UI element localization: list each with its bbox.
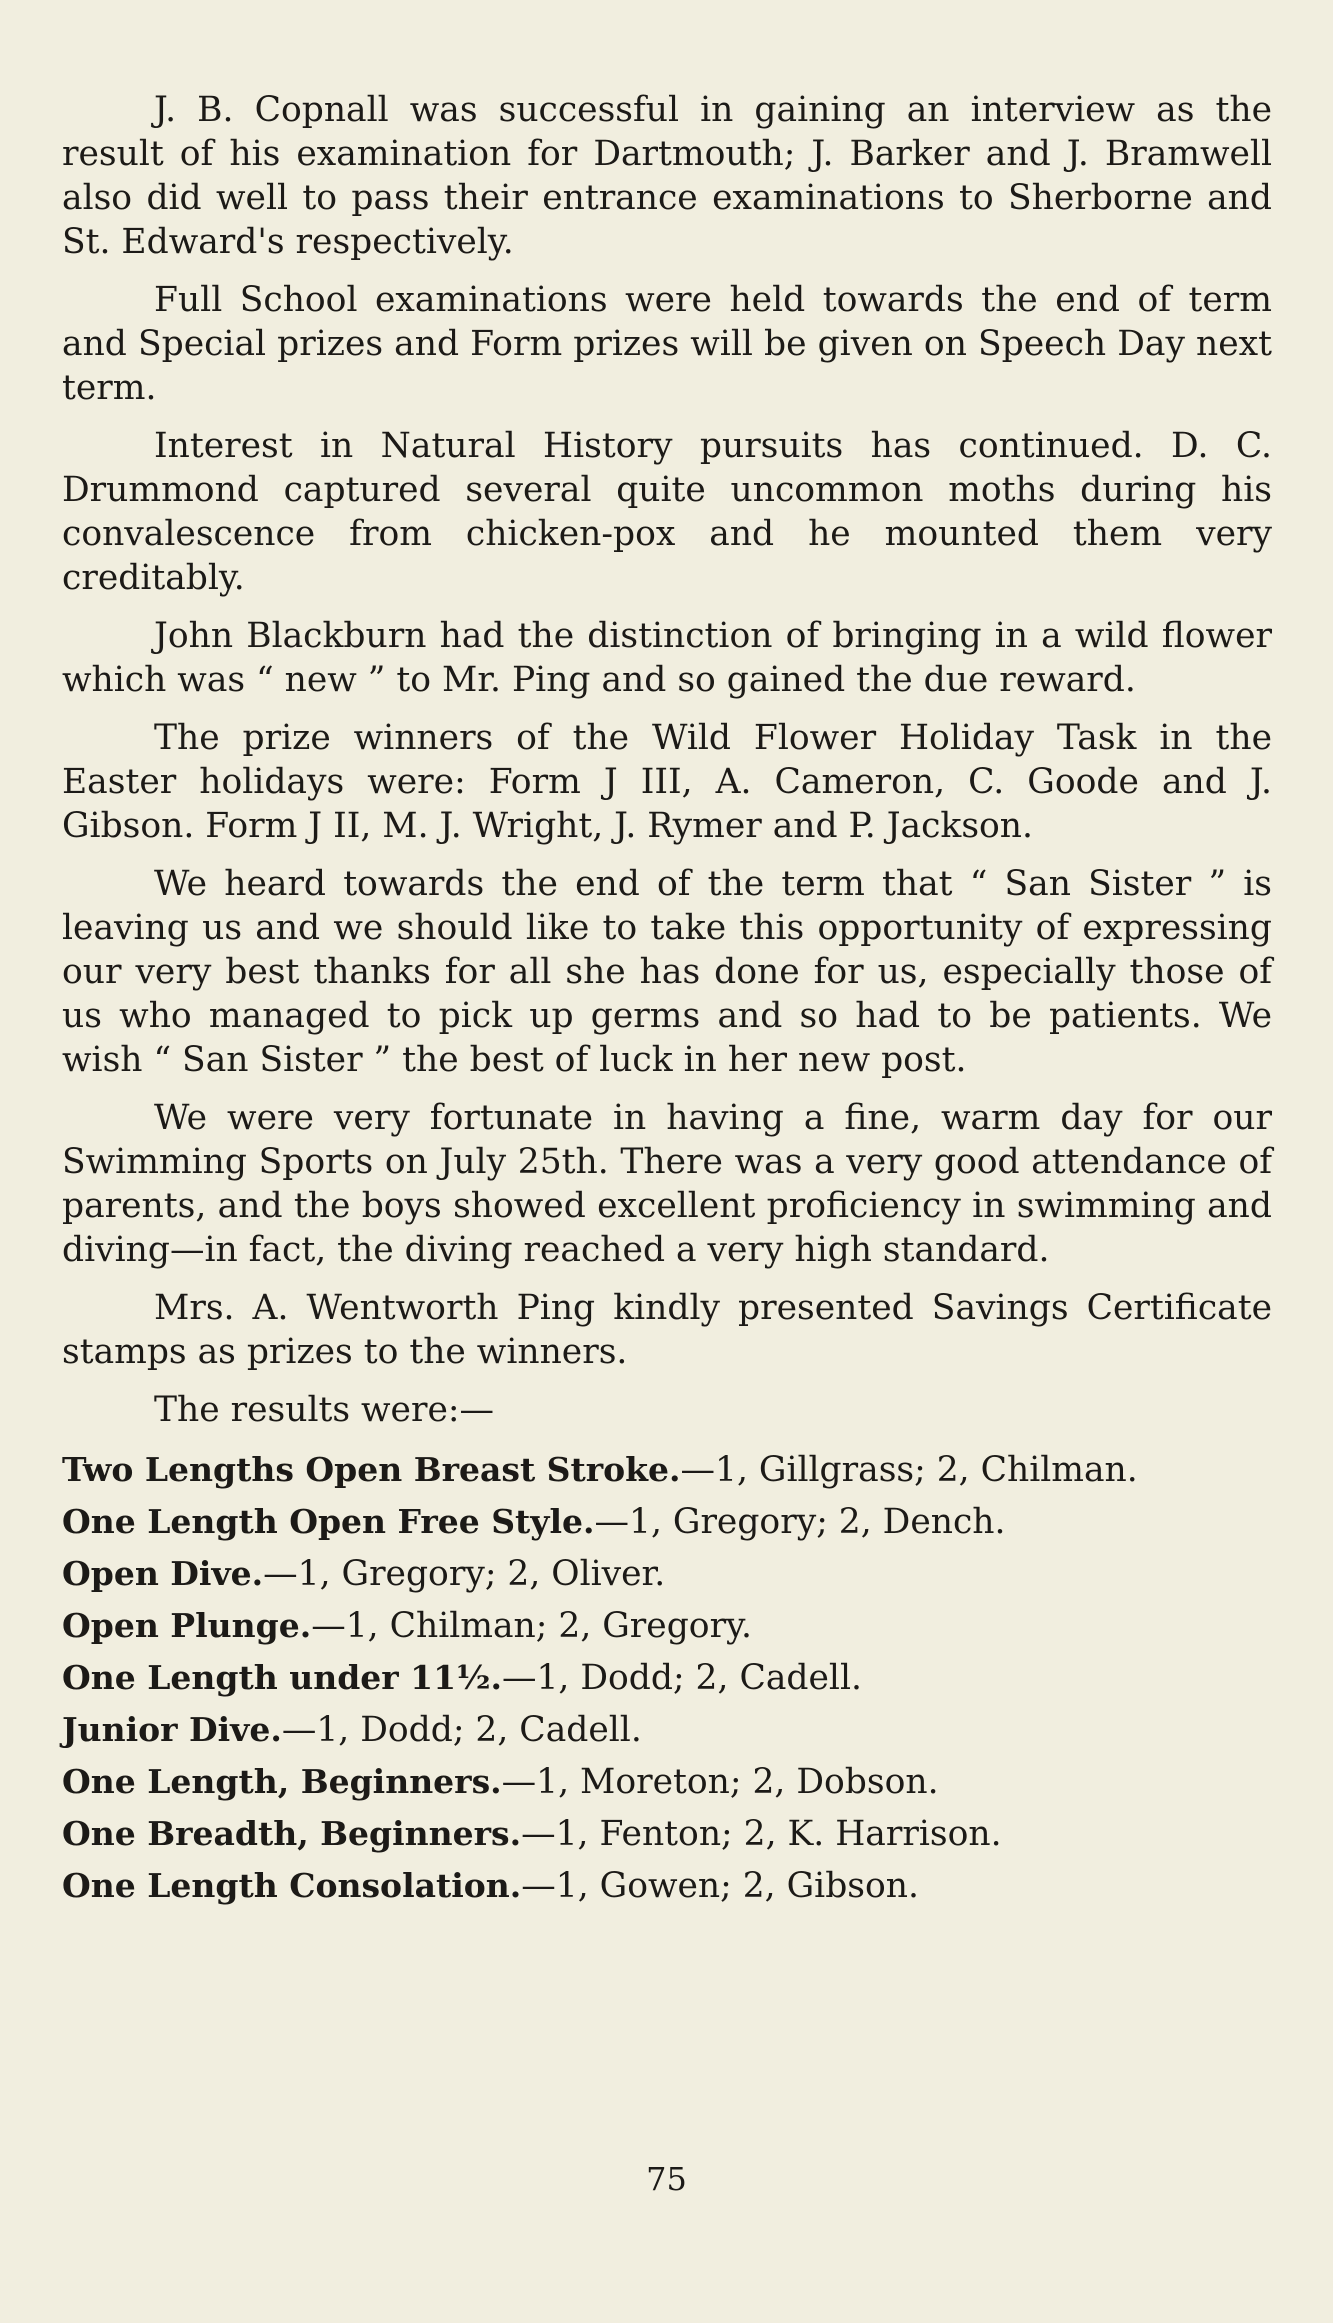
result-winners: —1, Fenton; 2, K. Harrison. xyxy=(521,1814,1002,1854)
paragraph-san-sister: We heard towards the end of the term that “ San Sister ” is leaving us and we should like to take this opportunity of expressing our very best thanks for all she has done for us, especially those of us who managed to pick up germs and so had to be patients. We wish “ San Sister ” the best of luck in her new post. xyxy=(62,864,1272,1080)
result-event: One Length under 11½. xyxy=(62,1658,502,1697)
paragraph-natural-history: Interest in Natural History pursuits has continued. D. C. Drummond captured several quite uncommon moths during his convalescence from chicken-pox and he mounted them very creditably. xyxy=(62,426,1272,598)
result-event: One Breadth, Beginners. xyxy=(62,1814,522,1853)
document-page xyxy=(62,88,1272,1916)
results-intro: The results were:— xyxy=(154,1390,494,1430)
result-item xyxy=(62,1708,1272,1752)
result-event: Junior Dive. xyxy=(62,1710,282,1749)
paragraph-swimming-sports: We were very fortunate in having a fine, warm day for our Swimming Sports on July 25th. There was a very good attendance of parents, and the boys showed excellent proficiency in swimming and diving—in fact, the diving reached a very high standard. xyxy=(62,1098,1272,1270)
paragraph-wild-flower-prizes: The prize winners of the Wild Flower Holiday Task in the Easter holidays were: Form J III, A. Cameron, C. Goode and J. Gibson. Form J II, M. J. Wright, J. Rymer and P. Jackson. xyxy=(62,718,1272,846)
result-event: Open Plunge. xyxy=(62,1606,312,1645)
result-event: Two Lengths Open Breast Stroke. xyxy=(62,1450,681,1489)
result-item xyxy=(62,1864,1272,1908)
result-winners: —1, Gregory; 2, Dench. xyxy=(594,1502,1006,1542)
result-item xyxy=(62,1604,1272,1648)
result-event: One Length Open Free Style. xyxy=(62,1502,595,1541)
result-winners: —1, Dodd; 2, Cadell. xyxy=(281,1710,642,1750)
result-event: Open Dive. xyxy=(62,1554,264,1593)
result-winners: —1, Moreton; 2, Dobson. xyxy=(501,1762,939,1802)
paragraph-examinations: Full School examinations were held towards the end of term and Special prizes and Form prizes will be given on Speech Day next term. xyxy=(62,280,1272,408)
result-event: One Length, Beginners. xyxy=(62,1762,502,1801)
result-winners: —1, Chilman; 2, Gregory. xyxy=(311,1606,752,1646)
page-number: 75 xyxy=(646,2160,687,2198)
result-winners: —1, Dodd; 2, Cadell. xyxy=(501,1658,862,1698)
paragraph-copnall: J. B. Copnall was successful in gaining an interview as the result of his examination for Dartmouth; J. Barker and J. Bramwell also did well to pass their entrance examinations to Sherborne and St. Edward's respectively. xyxy=(62,90,1272,262)
result-item xyxy=(62,1656,1272,1700)
paragraph-prizes: Mrs. A. Wentworth Ping kindly presented Savings Certificate stamps as prizes to the winners. xyxy=(62,1288,1272,1372)
result-winners: —1, Gregory; 2, Oliver. xyxy=(263,1554,666,1594)
result-item xyxy=(62,1500,1272,1544)
result-item xyxy=(62,1552,1272,1596)
result-item xyxy=(62,1760,1272,1804)
result-event: One Length Consolation. xyxy=(62,1866,522,1905)
result-winners: —1, Gowen; 2, Gibson. xyxy=(521,1866,919,1906)
result-winners: —1, Gillgrass; 2, Chilman. xyxy=(680,1450,1138,1490)
result-item xyxy=(62,1448,1272,1492)
result-item xyxy=(62,1812,1272,1856)
paragraph-blackburn: John Blackburn had the distinction of bringing in a wild flower which was “ new ” to Mr. Ping and so gained the due reward. xyxy=(62,616,1272,700)
